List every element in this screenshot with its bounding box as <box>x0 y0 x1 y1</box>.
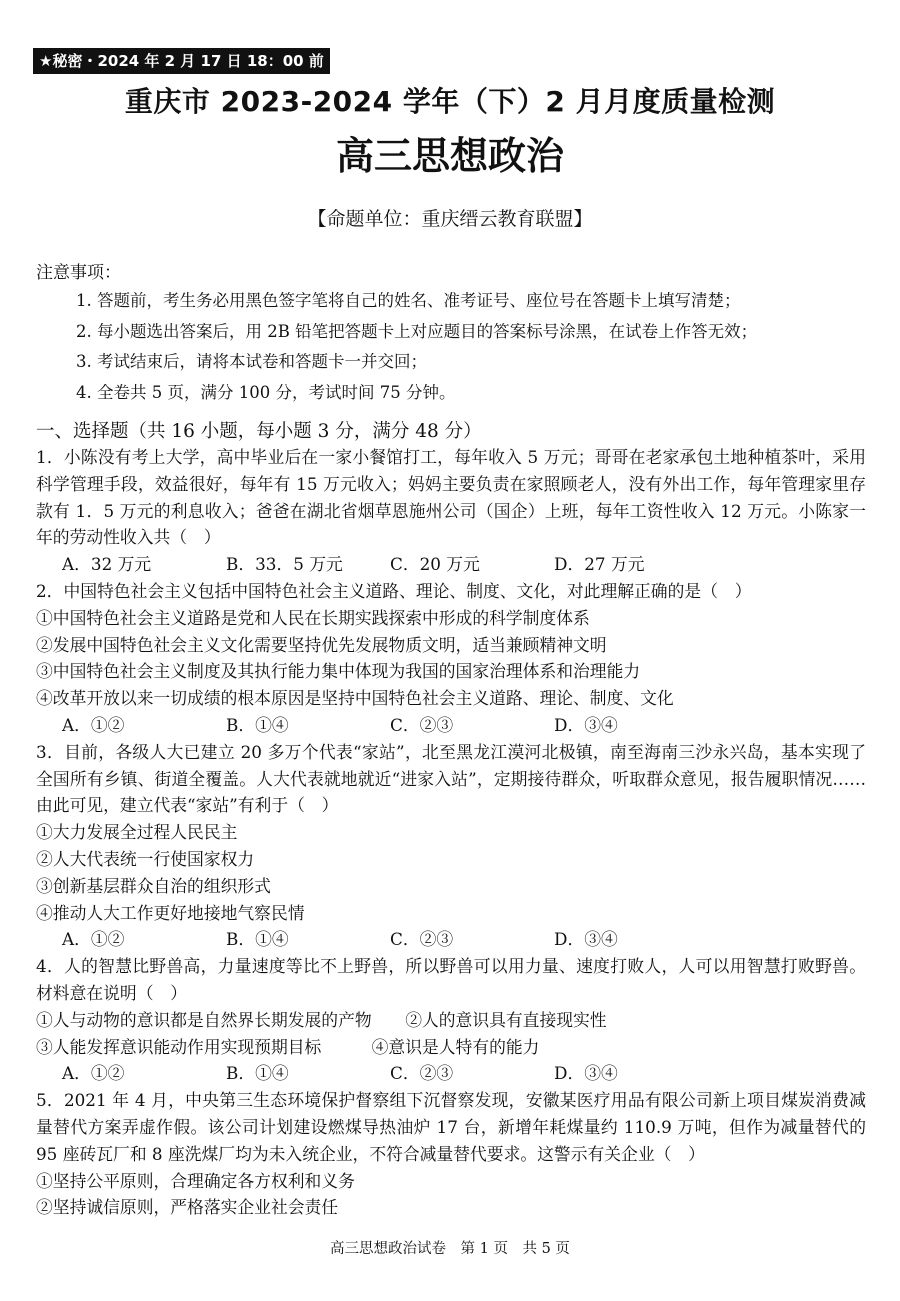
notice-item: 4. 全卷共 5 页，满分 100 分，考试时间 75 分钟。 <box>76 382 456 402</box>
question-list <box>36 444 866 1221</box>
option-row <box>36 1060 866 1087</box>
option-c: C．②③ <box>390 1063 454 1084</box>
notice-item: 3. 考试结束后，请将本试卷和答题卡一并交回； <box>76 352 427 371</box>
question-stem: 1．小陈没有考上大学，高中毕业后在一家小餐馆打工，每年收入 5 万元；哥哥在老家承包土地种植茶叶，采用科学管理手段，效益很好，每年有 15 万元收入；妈妈主要负责在家照顾老人，没有外出工作，每年管理家里存款有 1．5 万元的利息收入；爸爸在湖北省烟草恩施州公司（国企）上班，每年工资性收入 12 万元。小陈家一年的劳动性收入共（ ） <box>36 447 866 548</box>
option-a: A．①② <box>62 714 125 735</box>
option-d: D．③④ <box>554 714 618 735</box>
notice-heading: 注意事项： <box>36 263 121 283</box>
statement-item: ③人能发挥意识能动作用实现预期目标 ④意识是人特有的能力 <box>36 1036 540 1057</box>
question-5 <box>36 1087 866 1221</box>
option-a: A．①② <box>62 1063 125 1084</box>
subject-title: 高三思想政治 <box>335 134 564 178</box>
statement-item: ②坚持诚信原则，严格落实企业社会责任 <box>36 1197 339 1218</box>
option-row <box>36 926 866 953</box>
statement-item: ①中国特色社会主义道路是党和人民在长期实践探索中形成的科学制度体系 <box>36 607 590 628</box>
section-heading: 一、选择题（共 16 小题，每小题 3 分，满分 48 分） <box>36 421 482 442</box>
option-a: A．32 万元 <box>62 554 152 575</box>
question-stem: 5．2021 年 4 月，中央第三生态环境保护督察组下沉督察发现，安徽某医疗用品有限公司新上项目煤炭消费减量替代方案弄虚作假。该公司计划建设燃煤导热油炉 17 台，新增年耗煤量约 110.9 万吨，但作为减量替代的 95 座砖瓦厂和 8 座洗煤厂均为未入统企业，不符合减量替代要求。这警示有关企业（ ） <box>36 1090 866 1164</box>
notice-list <box>76 286 876 408</box>
statement-item: ③中国特色社会主义制度及其执行能力集中体现为我国的国家治理体系和治理能力 <box>36 661 641 682</box>
statement-item: ④改革开放以来一切成绩的根本原因是坚持中国特色社会主义道路、理论、制度、文化 <box>36 688 674 709</box>
option-a: A．①② <box>62 929 125 950</box>
confidential-label: ★秘密・2024 年 2 月 17 日 18：00 前 <box>33 48 330 74</box>
option-c: C．②③ <box>390 929 454 950</box>
option-d: D．③④ <box>554 929 618 950</box>
option-b: B．①④ <box>226 929 289 950</box>
question-2 <box>36 578 866 739</box>
page-footer: 高三思想政治试卷 第 1 页 共 5 页 <box>330 1241 570 1257</box>
statement-item: ③创新基层群众自治的组织形式 <box>36 875 271 896</box>
statement-item: ④推动人大工作更好地接地气察民情 <box>36 902 305 923</box>
question-stem: 2．中国特色社会主义包括中国特色社会主义道路、理论、制度、文化，对此理解正确的是（ ） <box>36 580 752 601</box>
option-row <box>36 551 866 578</box>
statement-item: ②发展中国特色社会主义文化需要坚持优先发展物质文明，适当兼顾精神文明 <box>36 634 607 655</box>
option-b: B．33．5 万元 <box>226 554 343 575</box>
statement-item: ①坚持公平原则，合理确定各方权利和义务 <box>36 1170 355 1191</box>
notice-item: 1. 答题前，考生务必用黑色签字笔将自己的姓名、准考证号、座位号在答题卡上填写清楚； <box>76 291 741 310</box>
issuing-unit: 【命题单位：重庆缙云教育联盟】 <box>307 208 593 230</box>
option-row <box>36 712 866 739</box>
option-b: B．①④ <box>226 714 289 735</box>
question-3 <box>36 739 866 953</box>
question-1 <box>36 444 866 578</box>
option-c: C．20 万元 <box>390 554 480 575</box>
question-4 <box>36 953 866 1087</box>
option-b: B．①④ <box>226 1063 289 1084</box>
statement-item: ①人与动物的意识都是自然界长期发展的产物 ②人的意识具有直接现实性 <box>36 1009 607 1030</box>
question-stem: 3．目前，各级人大已建立 20 多万个代表“家站”，北至黑龙江漠河北极镇，南至海南三沙永兴岛，基本实现了全国所有乡镇、街道全覆盖。人大代表就地就近“进家入站”，定期接待群众，听取群众意见，报告履职情况……由此可见，建立代表“家站”有利于（ ） <box>36 741 866 816</box>
option-d: D．27 万元 <box>554 554 645 575</box>
question-stem: 4．人的智慧比野兽高，力量速度等比不上野兽，所以野兽可以用力量、速度打败人，人可以用智慧打败野兽。材料意在说明（ ） <box>36 956 866 1003</box>
statement-item: ①大力发展全过程人民民主 <box>36 822 238 843</box>
option-c: C．②③ <box>390 714 454 735</box>
statement-item: ②人大代表统一行使国家权力 <box>36 848 255 869</box>
option-d: D．③④ <box>554 1063 618 1084</box>
exam-title: 重庆市 2023-2024 学年（下）2 月月度质量检测 <box>124 85 776 118</box>
notice-item: 2. 每小题选出答案后，用 2B 铅笔把答题卡上对应题目的答案标号涂黑，在试卷上作答无效； <box>76 321 758 341</box>
